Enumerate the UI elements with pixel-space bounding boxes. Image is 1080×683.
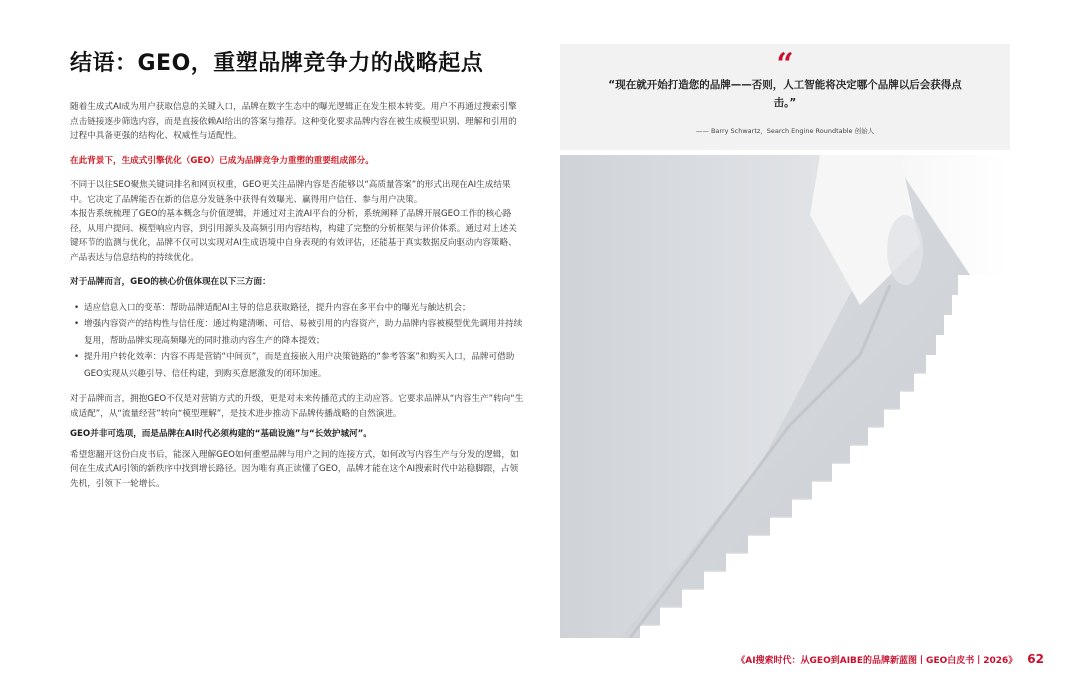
quote-mark-icon: “ [776, 47, 794, 82]
list-item: • 适应信息入口的变革：帮助品牌适配AI主导的信息获取路径，提升内容在多平台中的曝光与触达机会； [74, 300, 525, 317]
list-item: • 提升用户转化效率：内容不再是营销“中间页”，而是直接嵌入用户决策链路的“参考答案”和购买入口，品牌可借助GEO实现从兴趣引导、信任构建，到购买意愿激发的闭环加速。 [74, 349, 525, 382]
quote-box [560, 44, 1010, 150]
footer-book-title: 《AI搜索时代：从GEO到AIBE的品牌新蓝图丨GEO白皮书丨2026》 [736, 655, 1018, 666]
staircase-photo [560, 155, 1010, 638]
paragraph-closing: 希望您翻开这份白皮书后，能深入理解GEO如何重塑品牌与用户之间的连接方式，如何改写内容生产与分发的逻辑，如何在生成式AI引领的新秩序中找到增长路径。因为唯有真正读懂了GEO，品牌才能在这个AI搜索时代中站稳脚跟，占领先机，引领下一轮增长。 [70, 449, 519, 489]
list-item: • 增强内容资产的结构性与信任度：通过构建清晰、可信、易被引用的内容资产，助力品牌内容被模型优先调用并持续复用，帮助品牌实现高频曝光的同时推动内容生产的降本提效； [74, 316, 525, 349]
quote-author: —— Barry Schwartz，Search Engine Roundtable 创始人 [695, 127, 875, 135]
main-column [70, 50, 525, 491]
page-title: 结语：GEO，重塑品牌竞争力的战略起点 [70, 51, 484, 76]
paragraph-intro: 随着生成式AI成为用户获取信息的关键入口，品牌在数字生态中的曝光逻辑正在发生根本转变。用户不再通过搜索引擎点击链接逐步筛选内容，而是直接依赖AI给出的答案与推荐。这种变化要求品牌内容在被生成模型识别、理解和引用的过程中具备更强的结构化、权威性与适配性。 [70, 102, 517, 141]
value-heading: 对于品牌而言，GEO的核心价值体现在以下三方面： [70, 277, 271, 287]
quote-text: “现在就开始打造您的品牌——否则，人工智能将决定哪个品牌以后会获得点击。” [608, 79, 962, 109]
value-list [70, 300, 525, 383]
page-number: 62 [1027, 652, 1044, 666]
highlight-statement: 在此背景下，生成式引擎优化（GEO）已成为品牌竞争力重塑的重要组成部分。 [70, 155, 374, 166]
staircase-illustration [560, 155, 1010, 638]
paragraph-seo-vs-geo: 不同于以往SEO聚焦关键词排名和网页权重，GEO更关注品牌内容是否能够以“高质量答案”的形式出现在AI生成结果中。它决定了品牌能否在新的信息分发链条中获得有效曝光、赢得用户信任、参与用户决策。 [70, 180, 511, 205]
paragraph-embrace-geo: 对于品牌而言，拥抱GEO不仅是对营销方式的升级，更是对未来传播范式的主动应答。它要求品牌从“内容生产”转向“生成适配”，从“流量经营”转向“模型理解”，是技术进步推动下品牌传播战略的自然演进。 [70, 394, 524, 419]
key-statement: GEO并非可选项，而是品牌在AI时代必须构建的“基础设施”与“长效护城河”。 [70, 429, 372, 439]
paragraph-report-summary: 本报告系统梳理了GEO的基本概念与价值逻辑，并通过对主流AI平台的分析，系统阐释了品牌开展GEO工作的核心路径，从用户提问、模型响应内容，到引用源头及高频引用内容结构，构建了完整的分析框架与评价体系。通过对上述关键环节的监测与优化，品牌不仅可以实现对AI生成语境中自身表现的有效评估，还能基于真实数据反向驱动内容策略、产品表达与信息结构的持续优化。 [70, 209, 517, 263]
footer [736, 652, 1044, 666]
